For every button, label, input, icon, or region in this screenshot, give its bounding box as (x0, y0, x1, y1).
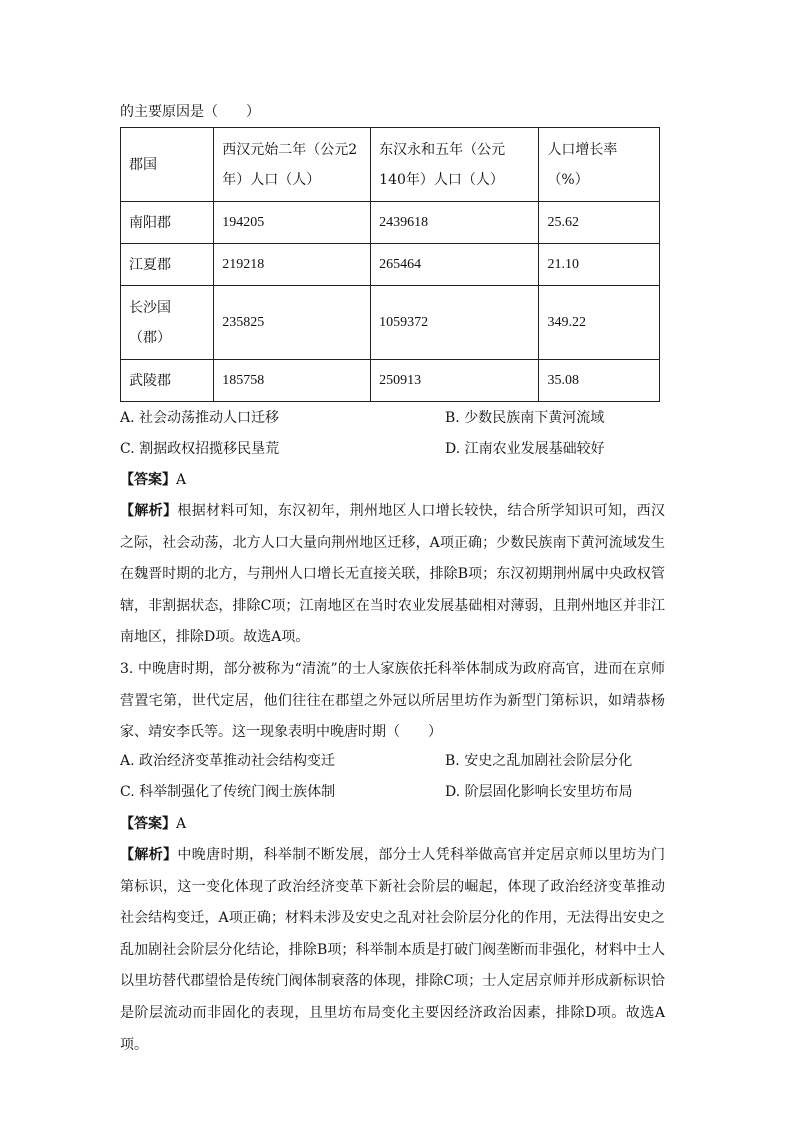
q2-answer (120, 470, 186, 490)
question-3-stem: 3. 中晚唐时期，部分被称为“清流”的士人家族依托科举体制成为政府高官，进而在京师营置宅第，世代定居，他们往往在郡望之外冠以所居里坊作为新型门第标识，如靖恭杨家、靖安李氏等。这一现象表明中晚唐时期（ ） (120, 661, 665, 741)
table-cell: 194205 (214, 202, 371, 244)
answer-label: 【答案】 (120, 816, 176, 832)
table-cell: 235825 (214, 286, 371, 360)
table-cell: 25.62 (539, 202, 660, 244)
q3-option-c[interactable]: C. 科举制强化了传统门阀士族体制 (120, 784, 336, 800)
q3-option-b[interactable]: B. 安史之乱加剧社会阶层分化 (445, 753, 633, 769)
table-header-cell: 西汉元始二年（公元2年）人口（人） (214, 128, 371, 202)
table-cell: 250913 (371, 360, 539, 402)
table-cell: 1059372 (371, 286, 539, 360)
table-cell: 185758 (214, 360, 371, 402)
table-cell: 南阳郡 (121, 202, 214, 244)
table-header-row (121, 128, 660, 202)
population-table (120, 127, 660, 402)
table-row (121, 286, 660, 360)
q2-analysis (120, 496, 665, 654)
table-header-cell: 郡国 (121, 128, 214, 202)
q3-analysis (120, 840, 665, 1061)
analysis-text: 中晚唐时期，科举制不断发展，部分士人凭科举做高官并定居京师以里坊为门第标识，这一变化体现了政治经济变革下新社会阶层的崛起，体现了政治经济变革推动社会结构变迁，A项正确；材料未涉及安史之乱对社会阶层分化的作用，无法得出安史之乱加剧社会阶层分化结论，排除B项；科举制本质是打破门阀垄断而非强化，材料中士人以里坊替代郡望恰是传统门阀体制衰落的体现，排除C项；士人定居京师并形成新标识恰是阶层流动而非固化的表现，且里坊布局变化主要因经济政治因素，排除D项。故选A项。 (120, 847, 665, 1053)
q2-option-b[interactable]: B. 少数民族南下黄河流域 (445, 410, 605, 426)
q2-option-c[interactable]: C. 割据政权招揽移民垦荒 (120, 441, 280, 457)
table-cell: 武陵郡 (121, 360, 214, 402)
analysis-label: 【解析】 (120, 847, 178, 863)
answer-label: 【答案】 (120, 472, 176, 488)
q3-answer (120, 814, 186, 834)
analysis-label: 【解析】 (120, 503, 178, 519)
table-row (121, 360, 660, 402)
table-cell: 长沙国（郡） (121, 286, 214, 360)
q3-option-d[interactable]: D. 阶层固化影响长安里坊布局 (445, 784, 633, 800)
q2-option-a[interactable]: A. 社会动荡推动人口迁移 (120, 410, 280, 426)
table-row (121, 244, 660, 286)
table-cell: 江夏郡 (121, 244, 214, 286)
answer-value: A (176, 816, 187, 832)
table-cell: 349.22 (539, 286, 660, 360)
table-header-cell: 东汉永和五年（公元140年）人口（人） (371, 128, 539, 202)
table-cell: 2439618 (371, 202, 539, 244)
table-cell: 35.08 (539, 360, 660, 402)
table-row (121, 202, 660, 244)
q3-option-a[interactable]: A. 政治经济变革推动社会结构变迁 (120, 753, 336, 769)
q2-option-d[interactable]: D. 江南农业发展基础较好 (445, 441, 605, 457)
table-header-cell: 人口增长率（%） (539, 128, 660, 202)
analysis-text: 根据材料可知，东汉初年，荆州地区人口增长较快，结合所学知识可知，西汉之际，社会动荡，北方人口大量向荆州地区迁移，A项正确；少数民族南下黄河流域发生在魏晋时期的北方，与荆州人口增长无直接关联，排除B项；东汉初期荆州属中央政权管辖，非割据状态，排除C项；江南地区在当时农业发展基础相对薄弱，且荆州地区并非江南地区，排除D项。故选A项。 (120, 503, 665, 646)
table-cell: 265464 (371, 244, 539, 286)
question-2-stem-tail: 的主要原因是（ ） (120, 104, 260, 120)
answer-value: A (176, 472, 187, 488)
table-cell: 219218 (214, 244, 371, 286)
table-cell: 21.10 (539, 244, 660, 286)
